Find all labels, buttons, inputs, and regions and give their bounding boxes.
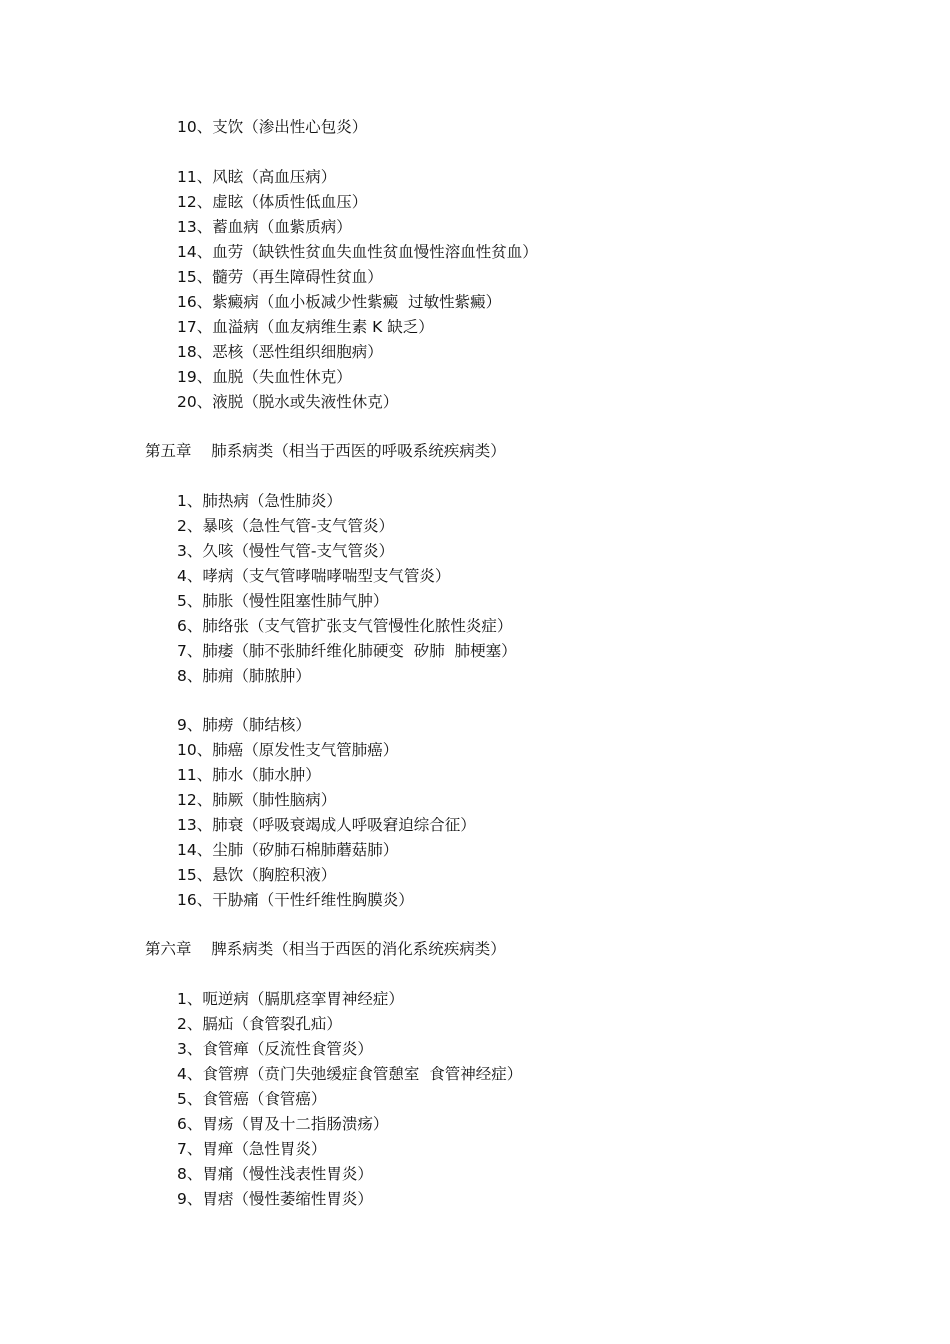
list-item: 18、恶核（恶性组织细胞病） — [177, 343, 383, 361]
list-item: 19、血脱（失血性休克） — [177, 368, 352, 386]
list-item: 12、肺厥（肺性脑病） — [177, 791, 337, 809]
list-item: 3、久咳（慢性气管-支气管炎） — [177, 542, 394, 560]
list-item: 8、肺痈（肺脓肿） — [177, 667, 311, 685]
list-item: 16、干胁痛（干性纤维性胸膜炎） — [177, 891, 414, 909]
list-item: 5、肺胀（慢性阻塞性肺气肿） — [177, 592, 389, 610]
list-item: 14、尘肺（矽肺石棉肺蘑菇肺） — [177, 841, 399, 859]
list-item: 10、肺癌（原发性支气管肺癌） — [177, 741, 399, 759]
list-item: 9、肺痨（肺结核） — [177, 716, 311, 734]
list-item: 9、胃痞（慢性萎缩性胃炎） — [177, 1190, 373, 1208]
list-item: 15、髓劳（再生障碍性贫血） — [177, 268, 383, 286]
list-item: 7、肺痿（肺不张肺纤维化肺硬变 矽肺 肺梗塞） — [177, 642, 517, 660]
list-item: 1、呃逆病（膈肌痉挛胃神经症） — [177, 990, 404, 1008]
list-item: 13、蓄血病（血紫质病） — [177, 218, 352, 236]
list-item: 2、膈疝（食管裂孔疝） — [177, 1015, 342, 1033]
list-item: 13、肺衰（呼吸衰竭成人呼吸窘迫综合征） — [177, 816, 476, 834]
list-item: 17、血溢病（血友病维生素 K 缺乏） — [177, 318, 434, 336]
list-item: 8、胃痛（慢性浅表性胃炎） — [177, 1165, 373, 1183]
list-item: 11、风眩（高血压病） — [177, 168, 337, 186]
list-item: 2、暴咳（急性气管-支气管炎） — [177, 517, 394, 535]
list-item: 11、肺水（肺水肿） — [177, 766, 321, 784]
list-item: 20、液脱（脱水或失液性休克） — [177, 393, 399, 411]
list-item: 5、食管癌（食管癌） — [177, 1090, 327, 1108]
list-item: 4、哮病（支气管哮喘哮喘型支气管炎） — [177, 567, 451, 585]
list-item: 7、胃瘅（急性胃炎） — [177, 1140, 327, 1158]
list-item: 6、胃疡（胃及十二指肠溃疡） — [177, 1115, 389, 1133]
chapter-heading: 第五章 肺系病类（相当于西医的呼吸系统疾病类） — [145, 442, 506, 460]
chapter-heading: 第六章 脾系病类（相当于西医的消化系统疾病类） — [145, 940, 506, 958]
list-item: 3、食管瘅（反流性食管炎） — [177, 1040, 373, 1058]
list-item: 10、支饮（渗出性心包炎） — [177, 118, 368, 136]
list-item: 4、食管痹（贲门失弛缓症食管憩室 食管神经症） — [177, 1065, 523, 1083]
list-item: 1、肺热病（急性肺炎） — [177, 492, 342, 510]
list-item: 16、紫癜病（血小板减少性紫癜 过敏性紫癜） — [177, 293, 502, 311]
list-item: 14、血劳（缺铁性贫血失血性贫血慢性溶血性贫血） — [177, 243, 538, 261]
list-item: 12、虚眩（体质性低血压） — [177, 193, 368, 211]
list-item: 6、肺络张（支气管扩张支气管慢性化脓性炎症） — [177, 617, 513, 635]
list-item: 15、悬饮（胸腔积液） — [177, 866, 337, 884]
